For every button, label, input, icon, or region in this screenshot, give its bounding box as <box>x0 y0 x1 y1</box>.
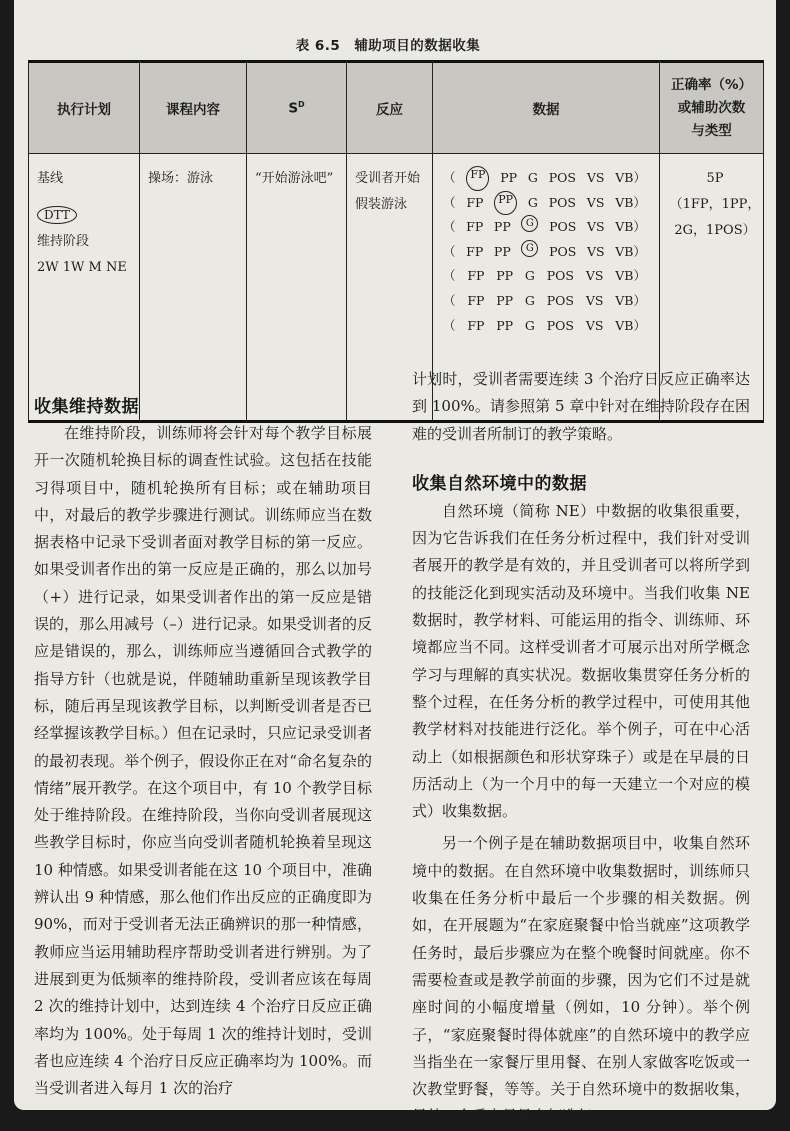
header-accuracy <box>660 62 764 154</box>
header-response: 反应 <box>347 62 433 154</box>
accuracy-line3: 2G，1POS） <box>674 223 756 238</box>
right-column <box>412 362 750 1131</box>
header-plan: 执行计划 <box>29 62 140 154</box>
plan-frequency: 2W 1W M NE <box>37 260 127 275</box>
book-page <box>14 0 776 1126</box>
data-row: （ FP PP G POS VS VB） <box>443 268 646 284</box>
heading-maintenance-data: 收集维持数据 <box>34 397 139 417</box>
table-title: 辅助项目的数据收集 <box>354 38 481 54</box>
paragraph-ne-1: 自然环境（简称 NE）中数据的收集很重要，因为它告诉我们在任务分析过程中，我们针对受训者展开的教学是有效的，并且受训者可以将所学到的技能泛化到现实活动及环境中。当我们收集 NE 数据时，教学材料、可能运用的指令、训练师、环境都应当不同。这样受训者才可展示出对所学概念学习与理解的真实状况。数据收集贯穿任务分析的整个过程，在任务分析的教学过程中，可使用其他教学材料对技能进行泛化。举个例子，可在中心活动上（如根据颜色和形状穿珠子）或是在早晨的日历活动上（为一个月中的每一天建立一个对应的模式）收集数据。 <box>412 501 750 821</box>
header-sd-main: S <box>288 100 299 117</box>
circled-g: G <box>521 215 538 232</box>
data-row: （ FP PP G POS VS VB） <box>443 317 646 333</box>
table-number: 表 6.5 <box>295 38 341 54</box>
circled-fp: FP <box>466 166 489 191</box>
accuracy-line2: （1FP，1PP， <box>669 197 761 212</box>
paragraph-maintenance: 在维持阶段，训练师将会针对每个教学目标展开一次随机轮换目标的调查性试验。这包括在技能习得项目中，随机轮换所有目标；或在辅助项目中，对最后的教学步骤进行测试。训练师应当在数据表格中记录下受训者面对教学目标的第一反应。如果受训者作出的第一反应是正确的，那么以加号（+）进行记录，如果受训者作出的第一反应是错误的，那么用减号（–）进行记录。如果受训者的反应是错误的，那么，训练师应当遵循回合式教学的指导方针（也就是说，伴随辅助重新呈现该教学目标，随后再呈现该教学目标，以判断受训者是否已经掌握该教学目标。）但在记录时，只应记录受训者的最初表现。举个例子，假设你正在对“命名复杂的情绪”展开教学。在这个项目中，有 10 个教学目标处于维持阶段。在维持阶段，当你向受训者展现这些教学目标时，你应当向受训者随机轮换着呈现这 10 种情感。如果受训者能在这 10 个项目中，准确辨认出 9 种情感，那么他们作出反应的正确度即为 90%，而对于受训者无法正确辨识的那一种情感，教师应当运用辅助程序帮助受训者进行辨别。为了进展到更为低频率的维持阶段，受训者应该在每周 2 次的维持计划中，达到连续 4 个治疗日反应正确率均为 100%。处于每周 1 次的维持计划时，受训者也应连续 4 个治疗日反应正确率均为 100%。而当受训者进入每月 1 次的治疗 <box>34 424 372 1098</box>
paragraph-ne-2: 另一个例子是在辅助数据项目中，收集自然环境中的数据。在自然环境中收集数据时，训练师只收集在任务分析中最后一个步骤的相关数据。例如，在开展题为“在家庭聚餐中恰当就座”这项教学任务时，最后步骤应为在整个晚餐时间就座。你不需要检查或是教学前面的步骤，因为它们不过是就座时间的小幅度增量（例如，10 分钟）。举个例子，“家庭聚餐时得体就座”的自然环境中的教学应当指坐在一家餐厅里用餐、在别人家做客吃饭或一次教堂野餐，等等。关于自然环境中的数据收集，另外一个重点是量身打造每 <box>412 834 750 1126</box>
cell-course: 操场：游泳 <box>140 154 247 422</box>
plan-baseline: 基线 <box>37 171 64 186</box>
header-accuracy-line1: 正确率（%） <box>670 76 753 93</box>
paragraph-continuation: 计划时，受训者需要连续 3 个治疗日反应正确率达到 100%。请参照第 5 章中针对在维持阶段存在困难的受训者所制订的教学策略。 <box>412 370 750 443</box>
accuracy-line1: 5P <box>706 171 724 186</box>
header-sd <box>247 62 347 154</box>
table-header-row <box>29 62 764 154</box>
data-row: （ FP PP G POS VS VB） <box>439 191 658 216</box>
left-column <box>34 362 372 1102</box>
data-row: （ FP PP G POS VS VB） <box>443 292 646 308</box>
data-row: （ FP PP G POS VS VB） <box>439 166 658 191</box>
table-caption <box>14 34 776 54</box>
data-row: （ FP PP G POS VS VB） <box>439 215 658 240</box>
header-course: 课程内容 <box>140 62 247 154</box>
response-line2: 假装游泳 <box>355 197 408 212</box>
plan-dtt-circled: DTT <box>37 206 77 224</box>
header-data: 数据 <box>433 62 660 154</box>
header-accuracy-line3: 与类型 <box>691 122 732 139</box>
circled-pp: PP <box>494 191 517 216</box>
circled-g: G <box>521 240 538 257</box>
heading-natural-environment: 收集自然环境中的数据 <box>412 473 587 494</box>
plan-maintenance: 维持阶段 <box>37 234 90 249</box>
cell-sd: “开始游泳吧” <box>247 154 347 422</box>
header-accuracy-line2: 或辅助次数 <box>677 99 746 116</box>
data-row: （ FP PP G POS VS VB） <box>439 240 658 265</box>
header-sd-sup: D <box>298 99 305 109</box>
response-line1: 受训者开始 <box>355 171 421 186</box>
